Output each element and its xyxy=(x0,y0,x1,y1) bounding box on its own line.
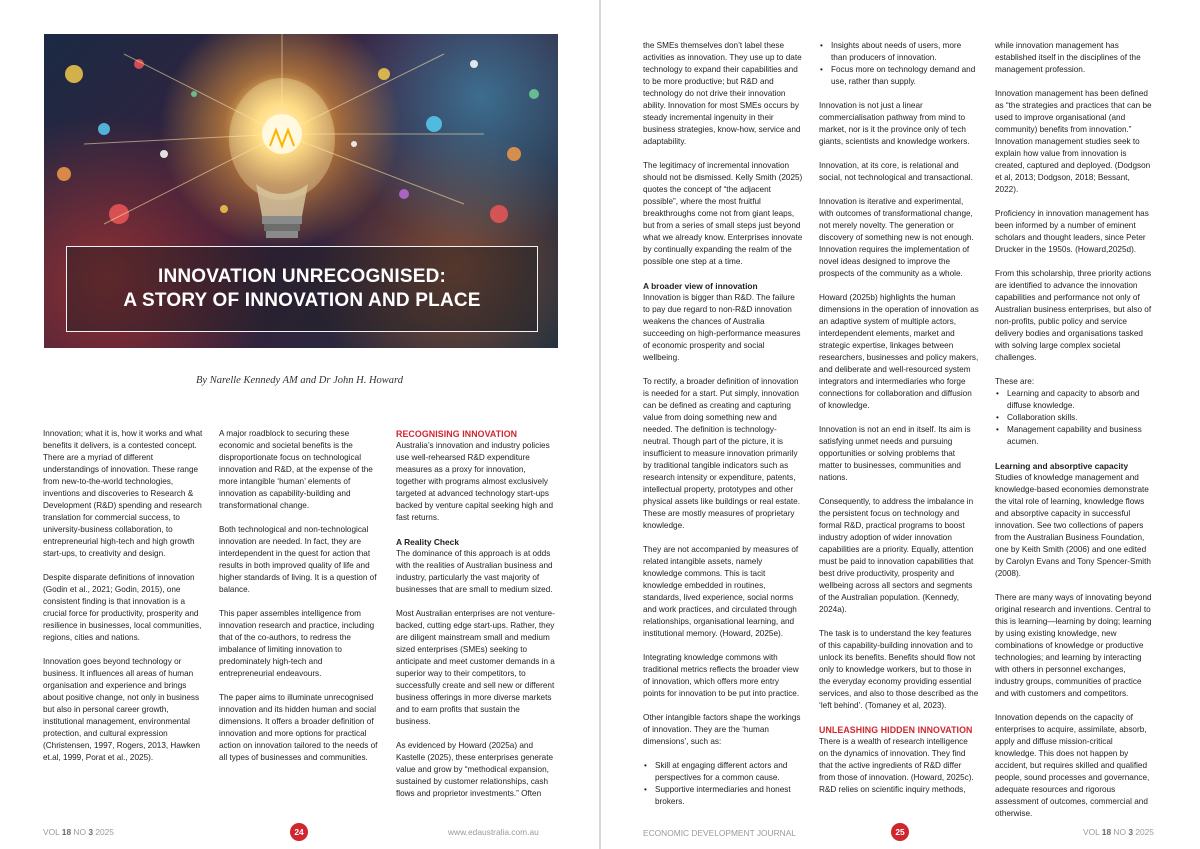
volume-info: VOL 18 NO 3 2025 xyxy=(43,827,114,837)
right-column-3 xyxy=(995,40,1155,820)
bullet-list xyxy=(819,40,979,88)
paragraph: Innovation is not an end in itself. Its aim is satisfying unmet needs and pursuing opportunities or solving problems that matter to businesses, communities and nations. xyxy=(819,425,971,482)
right-column-2 xyxy=(819,40,979,796)
subheading: Learning and absorptive capacity xyxy=(995,461,1129,471)
article-title-line-2: A STORY OF INNOVATION AND PLACE xyxy=(123,290,481,311)
paragraph: Innovation, at its core, is relational and social, not technological and transactional. xyxy=(819,161,973,182)
page-number: 25 xyxy=(891,823,909,841)
paragraph: Innovation is not just a linear commercialisation pathway from mind to market, nor is it the province only of tech giants, scientists and knowledge workers. xyxy=(819,101,970,146)
paragraph: From this scholarship, three priority actions are identified to advance the innovation capabilities and performance not only of Australian business enterprises, but also of non-profits, public policy and service delivery bodies and organisations tasked with solving large complex societal challenges. xyxy=(995,269,1152,362)
paragraph: The paper aims to illuminate unrecognised innovation and its hidden human and social dimensions. It offers a broader definition of innovation and more options for practical action on innovation tailored to the needs of all types of businesses and communities. xyxy=(219,693,378,762)
paragraph: Consequently, to address the imbalance in the persistent focus on technology and formal R&D, practical programs to boost industry adoption of wider innovation capabilities are a priority. Equally, attention must be paid to innovation capabilities that best drive productivity, prosperity and wellbeing across all sectors and segments of the Australian population. (Kennedy, 2024a). xyxy=(819,497,974,614)
paragraph: There are many ways of innovating beyond original research and inventions. Central to this is learning—learning by doing; learning by using existing knowledge, new combinations of knowledge or productive technologies; and learning by interacting with others in personnel exchanges, industry groups, communities of practice and with customers and competitors. xyxy=(995,593,1152,698)
list-item: • Skill at engaging different actors and perspectives for a common cause. xyxy=(643,760,803,784)
subheading: A Reality Check xyxy=(396,537,459,547)
paragraph: Studies of knowledge management and knowledge-based economies demonstrate the vital role of learning, knowledge flows and absorptive capacity in successful innovation. See two collections of papers from the Australian Business Foundation, one by Keith Smith (2006) and one edited by Carolyn Evans and Tony Spencer-Smith (2008). xyxy=(995,473,1151,578)
paragraph: Australia’s innovation and industry policies use well-rehearsed R&D expenditure measures as a proxy for innovation, together with programs almost exclusively targeted at advanced technology start-ups backed by venture capital seeking high and fast returns. xyxy=(396,441,554,522)
journal-name: ECONOMIC DEVELOPMENT JOURNAL xyxy=(643,828,796,838)
list-item: • Management capability and business acumen. xyxy=(995,424,1155,448)
paragraph: They are not accompanied by measures of related intangible assets, namely knowledge commons. This is tacit knowledge embedded in routines, standards, lived experience, social norms and work practices, and circulated through relationships, organisational learning, and institutional memory. (Howard, 2025e). xyxy=(643,545,799,638)
paragraph: Both technological and non-technological innovation are needed. In fact, they are interdependent in the quest for action that results in both improved quality of life and higher standards of living. It is a question of balance. xyxy=(219,525,377,594)
left-column-2 xyxy=(219,428,379,764)
bullet-list xyxy=(995,388,1155,448)
paragraph: A major roadblock to securing these economic and societal benefits is the disproportionate focus on technological innovation and R&D, at the expense of the more intangible ‘human’ elements of innovation as capability-building and transformational change. xyxy=(219,429,373,510)
paragraph: Integrating knowledge commons with traditional metrics reflects the broader view of innovation, which offers more entry points for innovation to be put into practice. xyxy=(643,653,800,698)
paragraph: There is a wealth of research intelligence on the dynamics of innovation. They find that the active ingredients of R&D differ from those of innovation. (Howard, 2025c). R&D relies on scientific inquiry methods, xyxy=(819,737,974,794)
paragraph: Proficiency in innovation management has been informed by a number of eminent scholars and thought leaders, since Peter Drucker in the 1950s. (Howard,2025d). xyxy=(995,209,1149,254)
paragraph: Innovation goes beyond technology or business. It influences all areas of human organisation and experience and brings about positive change, not only in business but also in personal career growth, institutional management, environmental protection, and cultural expression (Christensen, 1997, Rogers, 2013, Hawken et.al, 1999, Porat et al., 2025). xyxy=(43,657,201,762)
article-title-line-1: INNOVATION UNRECOGNISED: xyxy=(157,266,447,287)
bullet-list xyxy=(643,760,803,808)
section-heading: RECOGNISING INNOVATION xyxy=(396,429,518,439)
left-column-1 xyxy=(43,428,203,764)
paragraph: Innovation is bigger than R&D. The failure to pay due regard to non-R&D innovation weakens the chances of Australia succeeding on high-performance measures of economic prosperity and social wellbeing. xyxy=(643,293,801,362)
section-heading: UNLEASHING HIDDEN INNOVATION xyxy=(819,725,973,735)
paragraph: To rectify, a broader definition of innovation is needed for a start. Put simply, innovation can be defined as creating and capturing value from doing something new and needed. The definition is technology-neutral. Though part of the picture, it is insufficient to measure innovation primarily by traditional tangible indicators such as research intensity or expenditure, patents, intellectual property, prototypes and other physical assets like buildings or real estate. These are mostly measures of proprietary knowledge. xyxy=(643,377,801,530)
paragraph: Despite disparate definitions of innovation (Godin et al., 2021; Godin, 2015), one consistent finding is that innovation is a crucial force for productivity, prosperity and resilience in businesses, local communities, regions, cities and nations. xyxy=(43,573,202,642)
right-column-1 xyxy=(643,40,803,820)
paragraph: Innovation is iterative and experimental, with outcomes of transformational change, not merely novelty. The generation or discovery of something new is not enough. Innovation requires the implementation of novel ideas designed to improve the prospects of the community as a whole. xyxy=(819,197,974,278)
paragraph: As evidenced by Howard (2025a) and Kastelle (2025), these enterprises generate value and grow by “methodical expansion, sustained by customer relationships, cash flows and proprietor investments.” Often xyxy=(396,741,554,798)
left-page xyxy=(0,0,599,849)
page-number: 24 xyxy=(290,823,308,841)
title-banner xyxy=(66,246,538,332)
paragraph: This paper assembles intelligence from innovation research and practice, including that of the co-authors, to redress the imbalance of limiting innovation to predominately high-tech and entrepreneurial endeavours. xyxy=(219,609,375,678)
website-link[interactable]: www.edaustralia.com.au xyxy=(448,827,539,837)
hero-image xyxy=(44,34,558,348)
paragraph: Innovation; what it is, how it works and what benefits it delivers, is a contested concept. There are a myriad of different understandings of innovation. These range from new-to-the-world technologies, inventions and discoveries to Research & Development (R&D) spending and research translation for commercial success, to university-business collaboration, to entrepreneurial high-tech and high growth start-ups, to creativity and design. xyxy=(43,429,203,558)
paragraph: the SMEs themselves don’t label these activities as innovation. They use up to date technology to expand their capabilities and to be more productive; but R&D and technology do not drive their innovation ability. Innovation for most SMEs occurs by steady incremental ingenuity in their business strategies, know-how, service and adaptability. xyxy=(643,41,802,146)
list-item: • Learning and capacity to absorb and diffuse knowledge. xyxy=(995,388,1155,412)
list-item: • Supportive intermediaries and honest brokers. xyxy=(643,784,803,808)
list-item: • Focus more on technology demand and use, rather than supply. xyxy=(819,64,979,88)
list-item: • Insights about needs of users, more than producers of innovation. xyxy=(819,40,979,64)
byline: By Narelle Kennedy AM and Dr John H. Howard xyxy=(196,375,403,386)
paragraph: Other intangible factors shape the workings of innovation. They are the ‘human dimensions’, such as: xyxy=(643,713,801,746)
right-page xyxy=(601,0,1200,849)
paragraph: Innovation management has been defined as “the strategies and practices that can be used to improve organisational (and community) benefits from innovation.” Innovation management studies seek to explain how value from innovation is created, captured and deployed. (Dodgson et al, 2013; Dodgson, 2018; Bessant, 2022). xyxy=(995,89,1152,194)
paragraph: Innovation depends on the capacity of enterprises to acquire, assimilate, absorb, apply and diffuse mission-critical knowledge. This does not happen by accident, but requires skilled and qualified people, sound processes and governance, adequate resources and rigorous assessment of outcomes, commercial and otherwise. xyxy=(995,713,1150,818)
paragraph: The task is to understand the key features of this capability-building innovation and to unlock its benefits. Benefits should flow not only to knowledge workers, but to those in the everyday economy providing essential services, and also to those described as the ‘left behind’. (Tomaney et al, 2023). xyxy=(819,629,979,710)
paragraph: The legitimacy of incremental innovation should not be dismissed. Kelly Smith (2025) quotes the concept of “the adjacent possible”, where the most fruitful breakthroughs come not from giant leaps, but from a series of small steps just beyond what we already know. Enterprises innovate by continually expanding the realm of the possible one step at a time. xyxy=(643,161,803,266)
paragraph: Howard (2025b) highlights the human dimensions in the operation of innovation as an adaptive system of multiple actors, interdependent elements, market and strategic expertise, linkages between researchers, businesses and policy makers, and deliberate and well-resourced system integrators and intermediaries who forge connections for collaboration and diffusion of knowledge. xyxy=(819,293,979,410)
subheading: A broader view of innovation xyxy=(643,281,758,291)
paragraph: while innovation management has established itself in the disciplines of the management profession. xyxy=(995,41,1141,74)
paragraph: Most Australian enterprises are not venture-backed, cutting edge start-ups. Rather, they are diligent mainstream small and medium sized enterprises (SMEs) seeking to anticipate and meet customer demands in a superior way to their competitors, to successfully create and sell new or different business offerings in more diverse markets and to earn profits that sustain the business. xyxy=(396,609,555,726)
paragraph: These are: xyxy=(995,377,1035,386)
volume-info: VOL 18 NO 3 2025 xyxy=(1083,827,1154,837)
left-column-3 xyxy=(396,428,556,800)
paragraph: The dominance of this approach is at odds with the realities of Australian business and industry, particularly the vast majority of businesses that are small to medium sized. xyxy=(396,549,553,594)
list-item: • Collaboration skills. xyxy=(995,412,1155,424)
